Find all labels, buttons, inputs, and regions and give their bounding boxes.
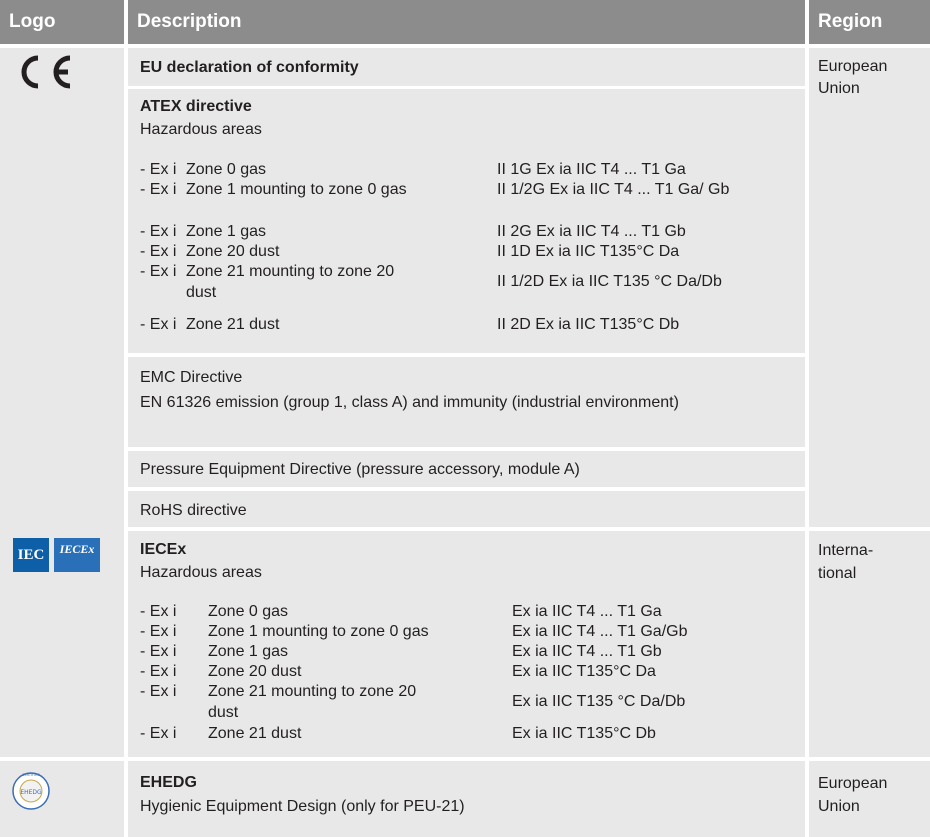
atex-cell: [128, 89, 805, 353]
ce-mark-icon: [14, 54, 78, 90]
header-description: Description: [128, 0, 805, 44]
iecex-row-zone: Zone 0 gas: [208, 603, 289, 620]
atex-title: ATEX directive: [140, 98, 252, 115]
iecex-row-zone: Zone 1 mounting to zone 0 gas: [208, 623, 429, 640]
ped-cell: [128, 451, 805, 487]
atex-row-marking: II 1G Ex ia IIC T4 ... T1 Ga: [497, 161, 686, 178]
iecex-row-marking: Ex ia IIC T135°C Da: [512, 663, 656, 680]
atex-row-prefix: - Ex i: [140, 263, 177, 280]
iecex-row-marking: Ex ia IIC T4 ... T1 Gb: [512, 643, 662, 660]
atex-subtitle: Hazardous areas: [140, 121, 262, 138]
eu-region: European Union: [818, 58, 888, 97]
emc-text: EN 61326 emission (group 1, class A) and immunity (industrial environment): [140, 394, 679, 411]
eu-declaration-cell: [128, 48, 805, 86]
iecex-row-zone: Zone 1 gas: [208, 643, 289, 660]
ehedg-logo-top-text: CERTIFIED: [22, 773, 40, 777]
header-region: Region: [809, 0, 930, 44]
iecex-row-marking: Ex ia IIC T135°C Db: [512, 725, 656, 742]
iecex-row-marking: Ex ia IIC T4 ... T1 Ga: [512, 603, 662, 620]
atex-row-marking: II 1D Ex ia IIC T135°C Da: [497, 243, 680, 260]
iecex-title: IECEx: [140, 541, 187, 558]
atex-row-prefix: - Ex i: [140, 161, 177, 178]
emc-title: EMC Directive: [140, 369, 243, 386]
rohs-text: RoHS directive: [140, 502, 247, 519]
ehedg-region: European Union: [818, 775, 888, 815]
iecex-row-marking: Ex ia IIC T4 ... T1 Ga/Gb: [512, 623, 688, 640]
iecex-row-marking: Ex ia IIC T135 °C Da/Db: [512, 693, 686, 710]
iecex-row-prefix: - Ex i: [140, 603, 177, 620]
iecex-region-cell: [809, 531, 930, 757]
ehedg-region-cell: [809, 761, 930, 837]
iecex-region: Interna- tional: [818, 542, 874, 582]
rohs-cell: [128, 491, 805, 527]
eu-region-cell: [809, 48, 930, 527]
iecex-row-prefix: - Ex i: [140, 725, 177, 742]
iecex-row-prefix: - Ex i: [140, 643, 177, 660]
iecex-logo: IECEx: [54, 538, 100, 572]
ped-text: Pressure Equipment Directive (pressure accessory, module A): [140, 461, 580, 478]
header-logo: Logo: [0, 0, 124, 44]
atex-row-marking: II 2G Ex ia IIC T4 ... T1 Gb: [497, 223, 686, 240]
iecex-row-prefix: - Ex i: [140, 663, 177, 680]
atex-row-prefix: - Ex i: [140, 181, 177, 198]
atex-row-prefix: - Ex i: [140, 223, 177, 240]
emc-cell: [128, 357, 805, 447]
atex-row-zone: Zone 20 dust: [186, 243, 280, 260]
iecex-row-zone: Zone 20 dust: [208, 663, 302, 680]
atex-row-zone: Zone 1 gas: [186, 223, 267, 240]
eu-declaration-title: EU declaration of conformity: [140, 59, 359, 76]
iecex-row-zone: Zone 21 dust: [208, 725, 302, 742]
atex-row-marking: II 2D Ex ia IIC T135°C Db: [497, 316, 680, 333]
atex-row-prefix: - Ex i: [140, 243, 177, 260]
iec-logo: IEC: [13, 538, 49, 572]
atex-row-zone: Zone 0 gas: [186, 161, 267, 178]
ehedg-title: EHEDG: [140, 774, 197, 791]
atex-row-zone: Zone 21 mounting to zone 20 dust: [186, 263, 395, 301]
atex-row-prefix: - Ex i: [140, 316, 177, 333]
eu-logo-cell: [0, 48, 124, 600]
iecex-logo-cell: [0, 531, 124, 757]
ehedg-cell: [128, 761, 805, 837]
iecex-row-zone: Zone 21 mounting to zone 20 dust: [208, 683, 417, 721]
iecex-row-prefix: - Ex i: [140, 683, 177, 700]
ehedg-logo-center-text: EHEDG: [20, 789, 42, 796]
ehedg-certified-icon: [11, 769, 51, 813]
atex-row-zone: Zone 21 dust: [186, 316, 280, 333]
ehedg-logo-cell: [0, 761, 124, 837]
atex-row-zone: Zone 1 mounting to zone 0 gas: [186, 181, 407, 198]
atex-row-marking: II 1/2G Ex ia IIC T4 ... T1 Ga/ Gb: [497, 181, 730, 198]
iecex-subtitle: Hazardous areas: [140, 564, 262, 581]
iecex-cell: [128, 531, 805, 757]
atex-row-marking: II 1/2D Ex ia IIC T135 °C Da/Db: [497, 273, 722, 290]
ehedg-text: Hygienic Equipment Design (only for PEU-21): [140, 798, 465, 815]
iecex-row-prefix: - Ex i: [140, 623, 177, 640]
